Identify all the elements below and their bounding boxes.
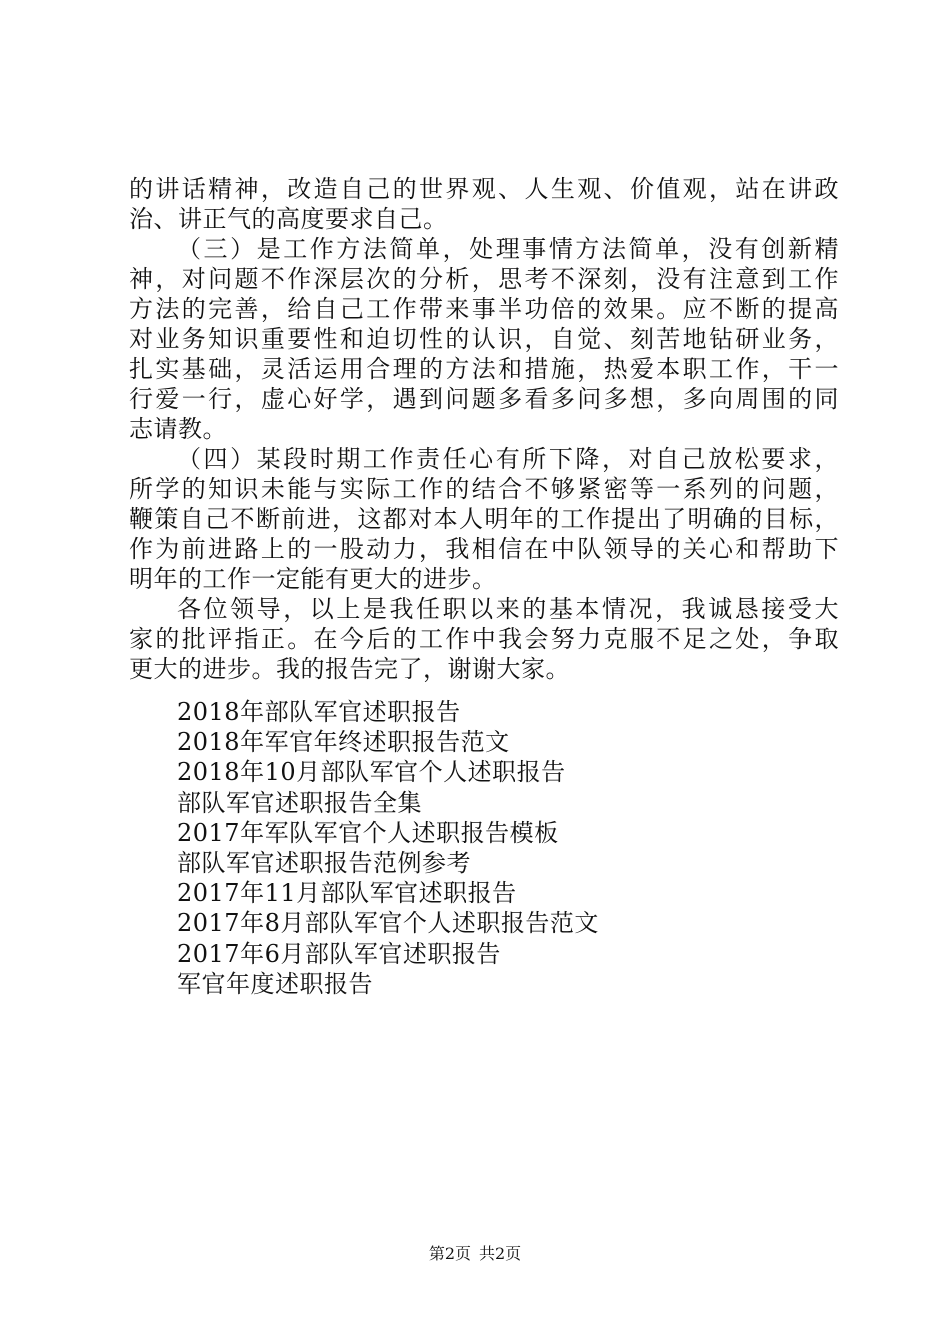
related-link[interactable]: 部队军官述职报告范例参考	[177, 848, 471, 877]
page-footer	[0, 1244, 950, 1264]
paragraph-line: 方法的完善，给自己工作带来事半功倍的效果。应不断的提高	[129, 295, 839, 323]
body-text	[129, 174, 839, 684]
paragraph-line: 作为前进路上的一股动力，我相信在中队领导的关心和帮助下	[129, 535, 839, 563]
paragraph-line: 所学的知识未能与实际工作的结合不够紧密等一系列的问题，	[129, 475, 839, 503]
paragraph-line: 家的批评指正。在今后的工作中我会努力克服不足之处，争取	[129, 625, 839, 653]
paragraph-line: 志请教。	[129, 415, 227, 443]
paragraph-line: 行爱一行，虚心好学，遇到问题多看多问多想，多向周围的同	[129, 385, 839, 413]
paragraph-line: 神，对问题不作深层次的分析，思考不深刻，没有注意到工作	[129, 265, 839, 293]
related-link[interactable]: 2018年军官年终述职报告范文	[177, 728, 510, 757]
paragraph-line: 治、讲正气的高度要求自己。	[129, 205, 448, 233]
paragraph-line: 的讲话精神，改造自己的世界观、人生观、价值观，站在讲政	[129, 175, 839, 203]
related-link[interactable]: 2017年军队军官个人述职报告模板	[177, 818, 559, 847]
paragraph-line: （三）是工作方法简单，处理事情方法简单，没有创新精	[177, 235, 839, 263]
paragraph-line: 各位领导，以上是我任职以来的基本情况，我诚恳接受大	[177, 595, 839, 623]
paragraph-line: 更大的进步。我的报告完了，谢谢大家。	[129, 655, 570, 683]
related-link[interactable]: 2017年6月部队军官述职报告	[177, 939, 501, 968]
related-link[interactable]: 部队军官述职报告全集	[177, 788, 422, 817]
paragraph-line: 鞭策自己不断前进，这都对本人明年的工作提出了明确的目标，	[129, 505, 839, 533]
related-link[interactable]: 2018年部队军官述职报告	[177, 698, 461, 726]
paragraph-line: 扎实基础，灵活运用合理的方法和措施，热爱本职工作，干一	[129, 355, 839, 383]
related-link[interactable]: 军官年度述职报告	[177, 969, 373, 998]
paragraph-line: 对业务知识重要性和迫切性的认识，自觉、刻苦地钻研业务，	[129, 325, 839, 353]
related-links-list	[177, 697, 777, 999]
related-link[interactable]: 2017年11月部队军官述职报告	[177, 879, 517, 908]
related-link[interactable]: 2018年10月部队军官个人述职报告	[177, 758, 566, 787]
related-link[interactable]: 2017年8月部队军官个人述职报告范文	[177, 909, 599, 938]
paragraph-line: 明年的工作一定能有更大的进步。	[129, 565, 497, 593]
page-number: 第2页	[428, 1244, 471, 1263]
paragraph-line: （四）某段时期工作责任心有所下降，对自己放松要求，	[177, 445, 839, 473]
page-total: 共2页	[479, 1244, 522, 1263]
